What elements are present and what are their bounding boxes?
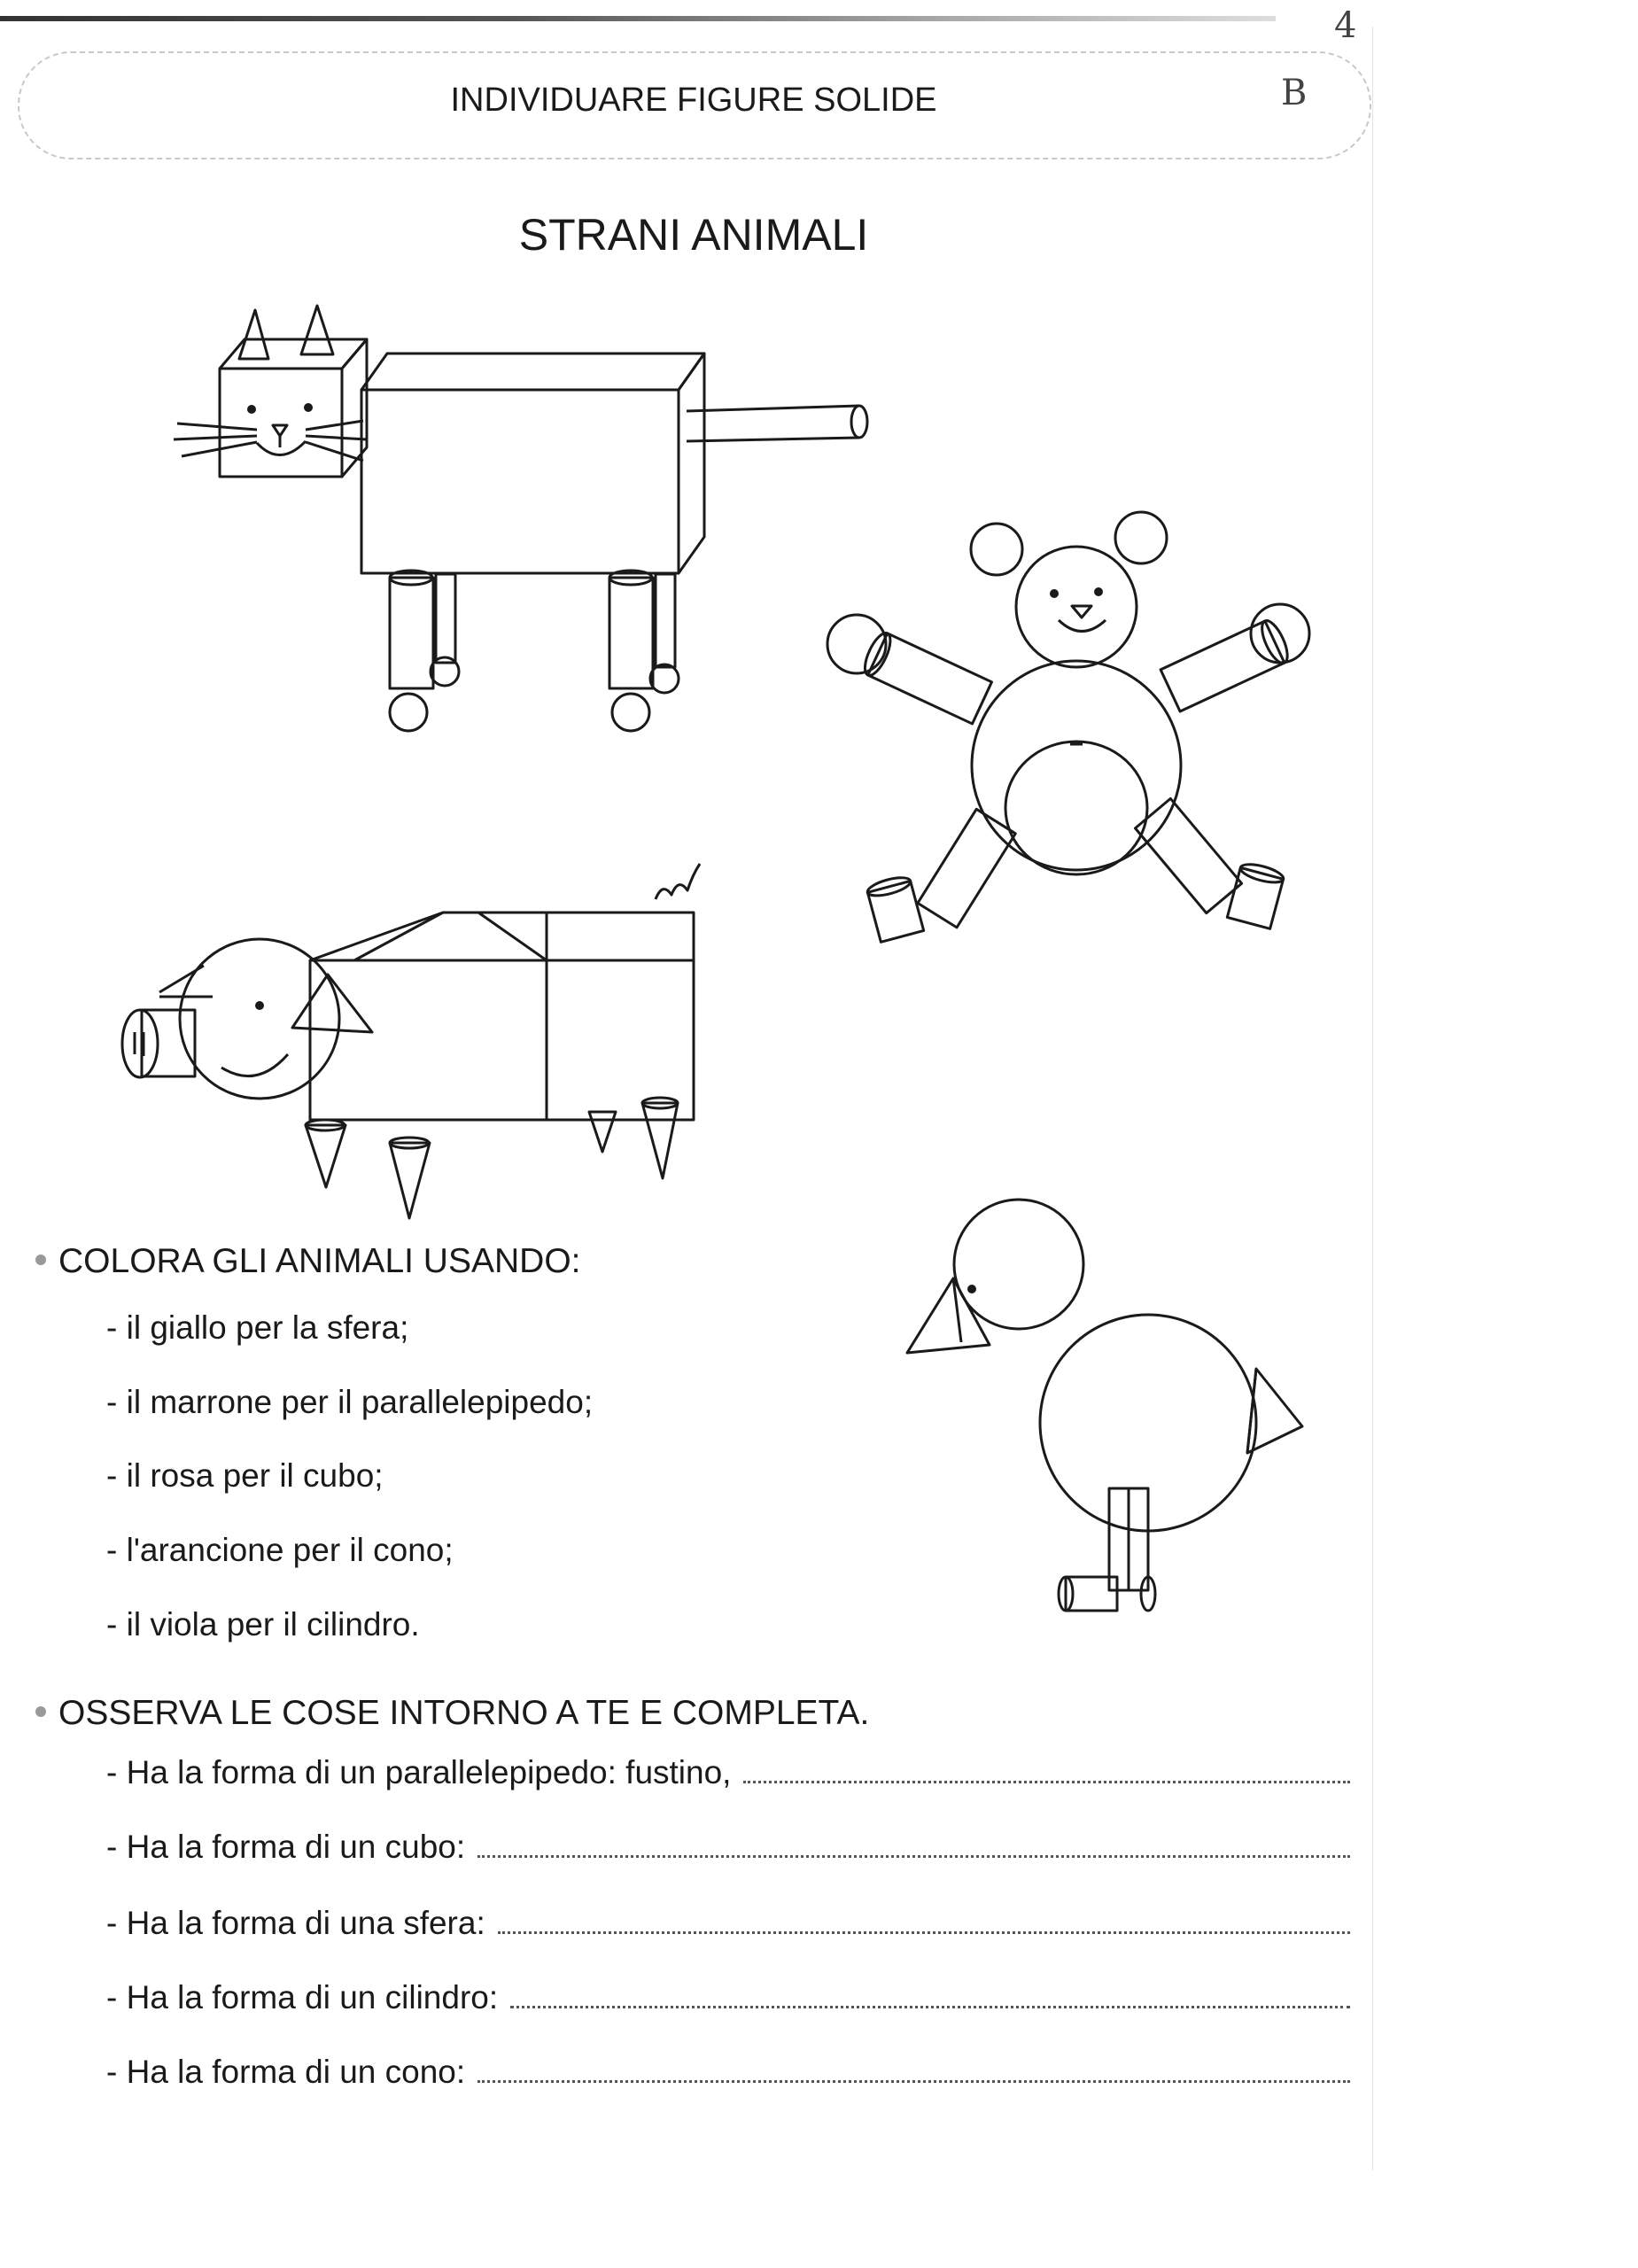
bear-drawing bbox=[827, 512, 1309, 942]
fill-in-prompt: - Ha la forma di una sfera: bbox=[106, 1905, 485, 1941]
fill-in-line bbox=[106, 2054, 1350, 2091]
answer-blank[interactable] bbox=[477, 1829, 1350, 1858]
fill-in-prompt: - Ha la forma di un cilindro: bbox=[106, 1979, 499, 2016]
color-section-heading bbox=[35, 1242, 581, 1281]
observe-heading-text: OSSERVA LE COSE INTORNO A TE E COMPLETA. bbox=[58, 1694, 870, 1732]
pig-drawing bbox=[122, 864, 700, 1218]
answer-blank[interactable] bbox=[743, 1754, 1350, 1783]
answer-blank[interactable] bbox=[477, 2054, 1350, 2083]
bullet-icon bbox=[35, 1706, 46, 1717]
fill-in-line bbox=[106, 1829, 1350, 1866]
fill-in-prompt: - Ha la forma di un cono: bbox=[106, 2054, 466, 2090]
bullet-icon bbox=[35, 1254, 46, 1265]
answer-blank[interactable] bbox=[510, 1979, 1350, 2008]
answer-blank[interactable] bbox=[498, 1905, 1350, 1934]
color-item: - l'arancione per il cono; bbox=[106, 1532, 454, 1568]
color-item: - il giallo per la sfera; bbox=[106, 1309, 409, 1346]
header-title: INDIVIDUARE FIGURE SOLIDE bbox=[450, 82, 937, 119]
observe-section-heading bbox=[35, 1694, 869, 1733]
fill-in-line bbox=[106, 1754, 1350, 1791]
page-letter: B bbox=[1281, 73, 1308, 113]
color-item: - il rosa per il cubo; bbox=[106, 1457, 384, 1494]
page-number: 4 bbox=[1334, 5, 1357, 46]
color-heading-text: COLORA GLI ANIMALI USANDO: bbox=[58, 1242, 581, 1280]
cat-drawing bbox=[174, 306, 867, 731]
fill-in-line bbox=[106, 1905, 1350, 1942]
color-item: - il marrone per il parallelepipedo; bbox=[106, 1384, 594, 1420]
color-item: - il viola per il cilindro. bbox=[106, 1606, 420, 1643]
fill-in-prompt: - Ha la forma di un parallelepipedo: fustino, bbox=[106, 1754, 732, 1790]
worksheet-title: STRANI ANIMALI bbox=[518, 210, 869, 260]
fill-in-line bbox=[106, 1979, 1350, 2016]
bird-drawing bbox=[907, 1200, 1302, 1611]
fill-in-prompt: - Ha la forma di un cubo: bbox=[106, 1829, 466, 1865]
